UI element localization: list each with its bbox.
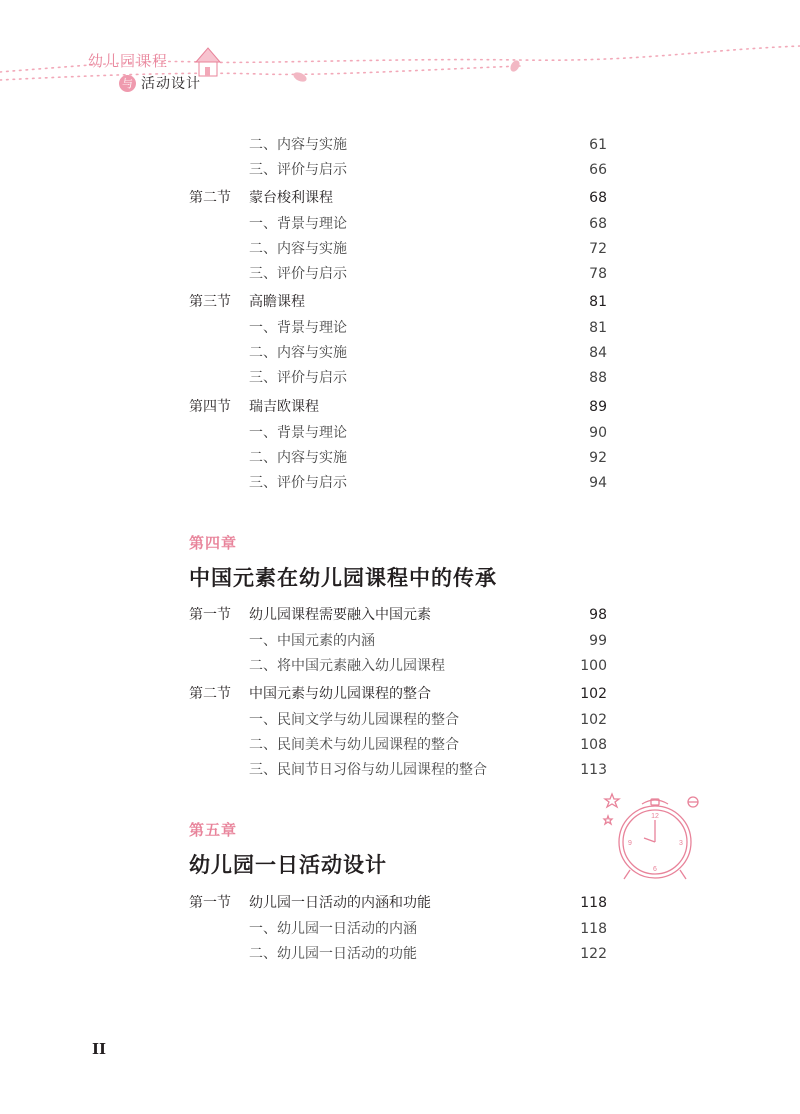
toc-section-number: 第二节 (189, 686, 231, 702)
alarm-clock-icon (600, 782, 715, 897)
toc-section-number: 第一节 (189, 607, 231, 623)
toc-page-number: 84 (589, 345, 607, 361)
toc-subentry-label: 二、内容与实施 (249, 450, 347, 466)
toc-page-number: 100 (580, 658, 607, 674)
toc-subentry-label: 三、评价与启示 (249, 162, 347, 178)
toc-subentry-label: 二、内容与实施 (249, 137, 347, 153)
toc-page-number: 68 (589, 190, 607, 206)
toc-page-number: 108 (580, 737, 607, 753)
header-book-title: 幼儿园课程 (88, 52, 169, 70)
toc-page-number: 81 (589, 320, 607, 336)
toc-section-label: 幼儿园课程需要融入中国元素 (249, 607, 431, 623)
toc-subentry[interactable] (0, 239, 800, 259)
house-icon (196, 48, 220, 76)
toc-subentry[interactable] (0, 760, 800, 780)
toc-subentry[interactable] (0, 160, 800, 180)
chapter-number: 第五章 (189, 821, 238, 839)
toc-page-number: 94 (589, 475, 607, 491)
toc-subentry[interactable] (0, 656, 800, 676)
toc-subentry-label: 一、中国元素的内涵 (249, 633, 375, 649)
toc-subentry[interactable] (0, 343, 800, 363)
toc-section[interactable] (0, 292, 800, 312)
toc-page-number: 72 (589, 241, 607, 257)
toc-section[interactable] (0, 684, 800, 704)
chapter-number: 第四章 (189, 534, 238, 552)
toc-subentry-label: 二、幼儿园一日活动的功能 (249, 946, 417, 962)
toc-section-label: 蒙台梭利课程 (249, 190, 333, 206)
page-folio: II (92, 1040, 107, 1058)
toc-page-number: 99 (589, 633, 607, 649)
toc-section-number: 第三节 (189, 294, 231, 310)
star-icon (605, 794, 619, 807)
toc-subentry-label: 三、民间节日习俗与幼儿园课程的整合 (249, 762, 487, 778)
toc-section-label: 中国元素与幼儿园课程的整合 (249, 686, 431, 702)
toc-section[interactable] (0, 397, 800, 417)
toc-page-number: 102 (580, 712, 607, 728)
star-icon (604, 816, 612, 824)
toc-page-number: 98 (589, 607, 607, 623)
toc-section-label: 幼儿园一日活动的内涵和功能 (249, 895, 431, 911)
svg-text:9: 9 (628, 840, 632, 847)
toc-subentry[interactable] (0, 318, 800, 338)
toc-subentry-label: 三、评价与启示 (249, 370, 347, 386)
toc-subentry-label: 一、背景与理论 (249, 216, 347, 232)
toc-subentry[interactable] (0, 631, 800, 651)
chapter-title[interactable]: 幼儿园一日活动设计 (189, 853, 387, 877)
toc-page-number: 118 (580, 895, 607, 911)
toc-section-number: 第二节 (189, 190, 231, 206)
toc-section-number: 第四节 (189, 399, 231, 415)
toc-subentry[interactable] (0, 214, 800, 234)
toc-subentry[interactable] (0, 919, 800, 939)
toc-page-number: 61 (589, 137, 607, 153)
toc-page-number: 118 (580, 921, 607, 937)
toc-page-number: 81 (589, 294, 607, 310)
toc-subentry[interactable] (0, 448, 800, 468)
toc-page-number: 102 (580, 686, 607, 702)
toc-page-number: 89 (589, 399, 607, 415)
toc-subentry-label: 二、民间美术与幼儿园课程的整合 (249, 737, 459, 753)
chapter-title[interactable]: 中国元素在幼儿园课程中的传承 (189, 566, 497, 590)
toc-subentry-label: 一、民间文学与幼儿园课程的整合 (249, 712, 459, 728)
toc-section-label: 高瞻课程 (249, 294, 305, 310)
toc-subentry[interactable] (0, 710, 800, 730)
header-subtitle: 活动设计 (141, 76, 201, 92)
toc-subentry-label: 一、背景与理论 (249, 425, 347, 441)
toc-section[interactable] (0, 188, 800, 208)
svg-text:3: 3 (679, 840, 683, 847)
toc-section-label: 瑞吉欧课程 (249, 399, 319, 415)
toc-subentry[interactable] (0, 264, 800, 284)
toc-subentry[interactable] (0, 368, 800, 388)
toc-subentry-label: 三、评价与启示 (249, 475, 347, 491)
toc-subentry-label: 一、幼儿园一日活动的内涵 (249, 921, 417, 937)
toc-section[interactable] (0, 893, 800, 913)
toc-subentry-label: 二、内容与实施 (249, 241, 347, 257)
toc-page-number: 68 (589, 216, 607, 232)
toc-subentry[interactable] (0, 135, 800, 155)
toc-page-number: 113 (580, 762, 607, 778)
toc-subentry[interactable] (0, 735, 800, 755)
toc-subentry-label: 三、评价与启示 (249, 266, 347, 282)
toc-page-number: 90 (589, 425, 607, 441)
toc-page-number: 78 (589, 266, 607, 282)
toc-subentry[interactable] (0, 473, 800, 493)
svg-text:12: 12 (651, 813, 659, 820)
header-badge: 与 (119, 75, 136, 92)
running-header (0, 0, 800, 110)
toc-page-number: 122 (580, 946, 607, 962)
toc-page-number: 88 (589, 370, 607, 386)
toc-subentry-label: 二、内容与实施 (249, 345, 347, 361)
toc-section[interactable] (0, 605, 800, 625)
toc-subentry[interactable] (0, 423, 800, 443)
toc-subentry-label: 二、将中国元素融入幼儿园课程 (249, 658, 445, 674)
toc-page-number: 66 (589, 162, 607, 178)
leaf-icon (292, 59, 521, 84)
toc-subentry[interactable] (0, 944, 800, 964)
toc-subentry-label: 一、背景与理论 (249, 320, 347, 336)
toc-section-number: 第一节 (189, 895, 231, 911)
toc-page-number: 92 (589, 450, 607, 466)
svg-text:6: 6 (653, 866, 657, 873)
